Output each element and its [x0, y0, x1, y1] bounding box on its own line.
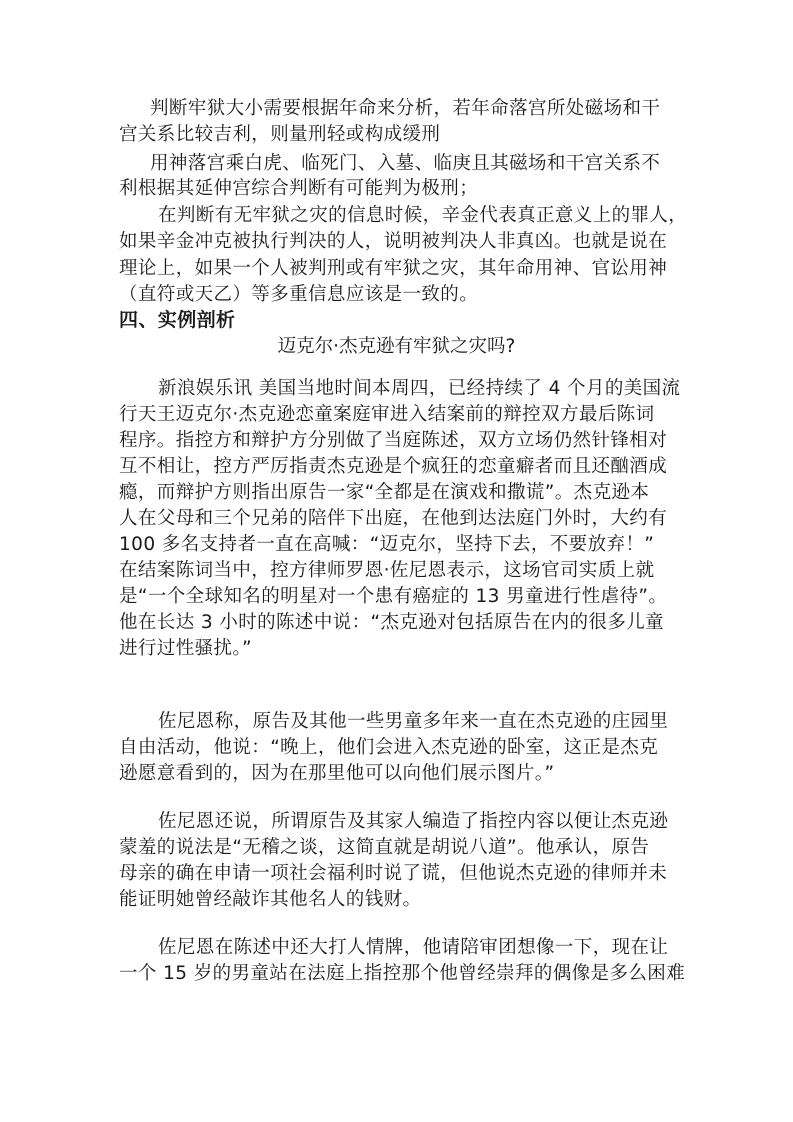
article-title: 迈克尔·杰克逊有牢狱之灾吗?: [277, 336, 516, 357]
paragraph-line: 进行过性骚扰。”: [119, 638, 253, 659]
paragraph-line: 行天王迈克尔·杰克逊恋童案庭审进入结案前的辩控双方最后陈词: [119, 404, 655, 425]
paragraph-line: 程序。指控方和辩护方分别做了当庭陈述，双方立场仍然针锋相对: [119, 430, 668, 451]
paragraph-line: 理论上，如果一个人被判刑或有牢狱之灾，其年命用神、官讼用神: [119, 258, 668, 279]
paragraph-line: 新浪娱乐讯 美国当地时间本周四，已经持续了 4 个月的美国流: [158, 378, 681, 399]
paragraph-line: 在结案陈词当中，控方律师罗恩·佐尼恩表示，这场官司实质上就: [119, 560, 655, 581]
paragraph-line: 逊愿意看到的，因为在那里他可以向他们展示图片。”: [119, 763, 555, 784]
paragraph-line: 瘾，而辩护方则指出原告一家“全都是在演戏和撒谎”。杰克逊本: [119, 482, 650, 503]
paragraph-line: 佐尼恩在陈述中还大打人情牌，他请陪审团想像一下，现在让: [158, 937, 669, 958]
paragraph-line: 佐尼恩还说，所谓原告及其家人编造了指控内容以便让杰克逊: [158, 811, 669, 832]
paragraph-line: 在判断有无牢狱之灾的信息时候，辛金代表真正意义上的罪人，: [158, 205, 688, 226]
paragraph-line: 互不相让，控方严厉指责杰克逊是个疯狂的恋童癖者而且还酗酒成: [119, 456, 668, 477]
paragraph-line: 他在长达 3 小时的陈述中说：“杰克逊对包括原告在内的很多儿童: [119, 612, 665, 633]
section-heading: 四、实例剖析: [119, 309, 236, 331]
paragraph-line: 能证明她曾经敲诈其他名人的钱财。: [119, 889, 422, 910]
paragraph-line: 自由活动，他说：“晚上，他们会进入杰克逊的卧室，这正是杰克: [119, 737, 659, 758]
paragraph-line: 人在父母和三个兄弟的陪伴下出庭，在他到达法庭门外时，大约有: [119, 508, 668, 529]
paragraph-line: 利根据其延伸宫综合判断有可能判为极刑；: [119, 178, 479, 199]
paragraph-line: 用神落宫乘白虎、临死门、入墓、临庚且其磁场和干宫关系不: [150, 153, 661, 174]
paragraph-line: 是“一个全球知名的明星对一个患有癌症的 13 男童进行性虐待”。: [119, 586, 668, 607]
paragraph-line: （直符或天乙）等多重信息应该是一致的。: [119, 284, 479, 305]
paragraph-line: 母亲的确在申请一项社会福利时说了谎，但他说杰克逊的律师并未: [119, 863, 668, 884]
paragraph-line: 佐尼恩称，原告及其他一些男童多年来一直在杰克逊的庄园里: [158, 711, 669, 732]
paragraph-line: 如果辛金冲克被执行判决的人，说明被判决人非真凶。也就是说在: [119, 231, 668, 252]
paragraph-line: 100 多名支持者一直在高喊：“迈克尔，坚持下去，不要放弃！”: [119, 534, 655, 555]
paragraph-line: 一个 15 岁的男童站在法庭上指控那个他曾经崇拜的偶像是多么困难: [119, 963, 686, 984]
paragraph-line: 判断牢狱大小需要根据年命来分析，若年命落宫所处磁场和干: [150, 98, 661, 119]
paragraph-line: 宫关系比较吉利，则量刑轻或构成缓刑: [119, 124, 441, 145]
paragraph-line: 蒙羞的说法是“无稽之谈，这简直就是胡说八道”。他承认，原告: [119, 837, 650, 858]
